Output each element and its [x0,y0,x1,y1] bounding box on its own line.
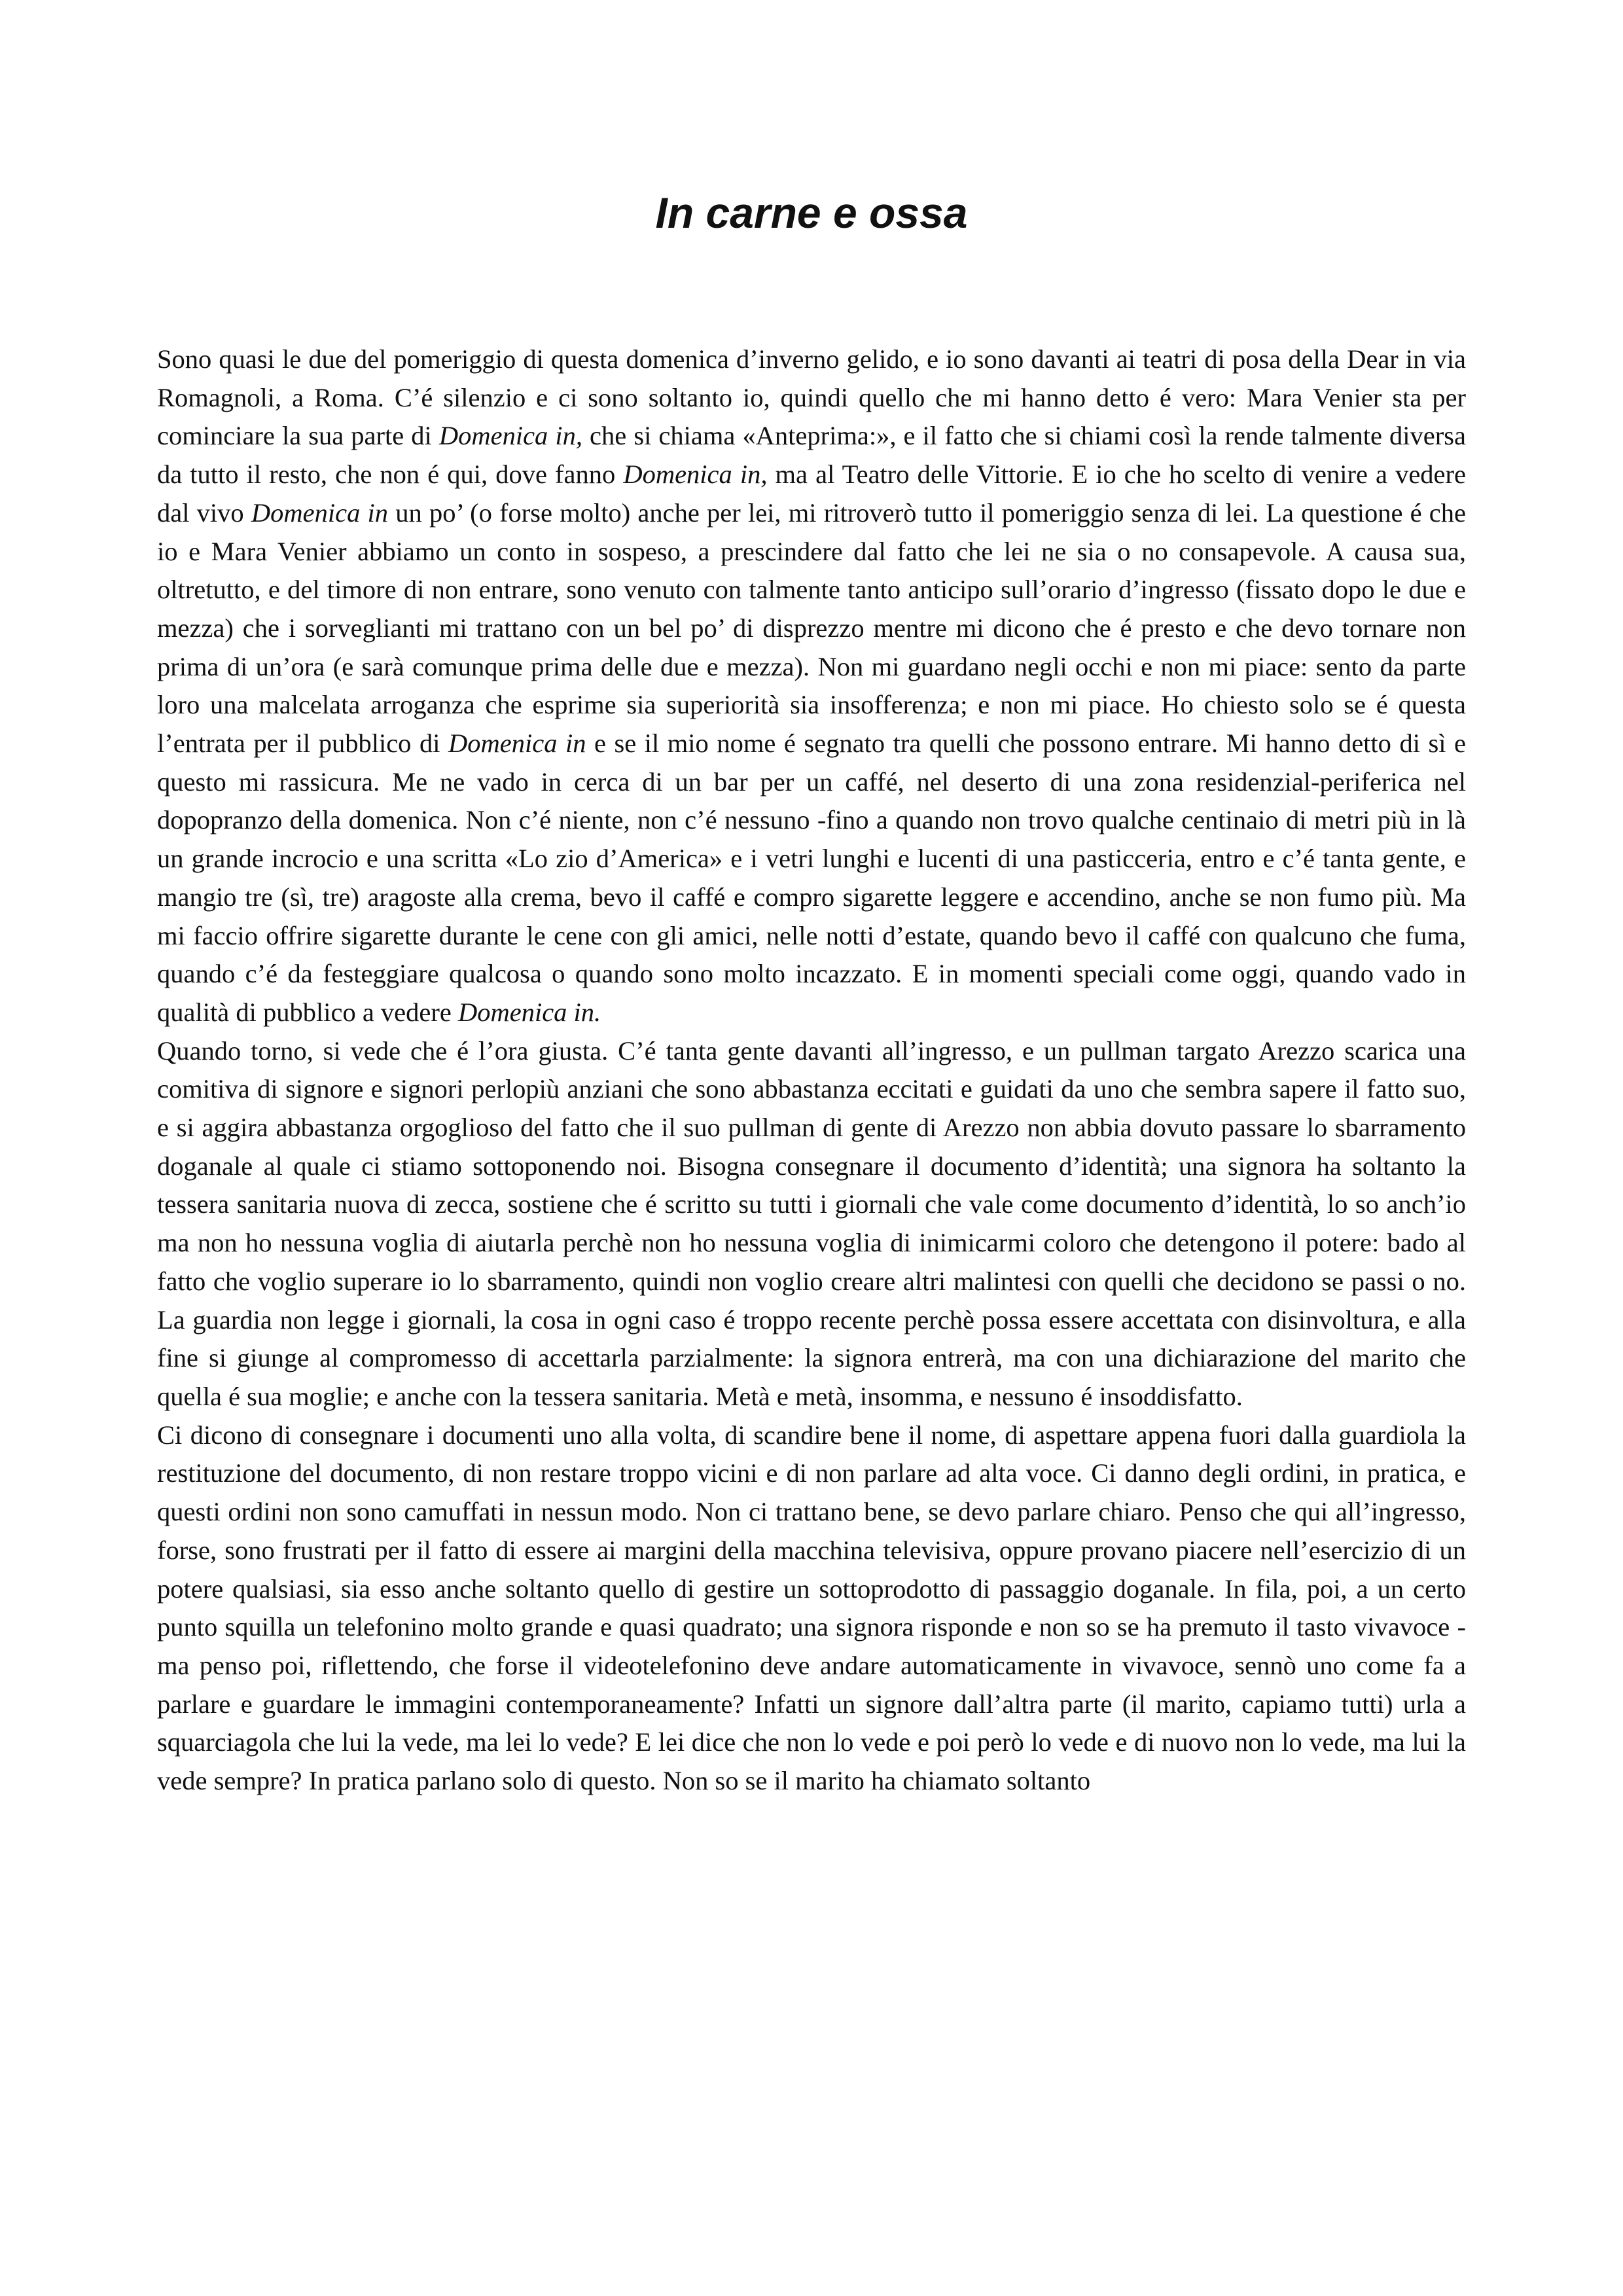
paragraph-3 [157,1416,1466,1801]
text-run: e se il mio nome é segnato tra quelli che possono entrare. Mi hanno detto di sì e questo mi rassicura. Me ne vado in cerca di un bar per un caffé, nel deserto di una zona residenzial-periferica nel dopopranzo della domenica. Non c’é niente, non c’é nessuno -fino a quando non trovo qualche centinaio di metri più in là un grande incrocio e una scritta «Lo zio d’America» e i vetri lunghi e lucenti di una pasticceria, entro e c’é tanta gente, e mangio tre (sì, tre) aragoste alla crema, bevo il caffé e compro sigarette leggere e accendino, anche se non fumo più. Ma mi faccio offrire sigarette durante le cene con gli amici, nelle notti d’estate, quando bevo il caffé con qualcuno che fuma, quando c’é da festeggiare qualcosa o quando sono molto incazzato. E in momenti speciali come oggi, quando vado in qualità di pubblico a vedere [157,728,1467,1027]
italic-text-run: Domenica in, [438,421,582,451]
text-run: un po’ (o forse molto) anche per lei, mi ritroverò tutto il pomeriggio senza di lei. La questione é che io e Mara Venier abbiamo un conto in sospeso, a prescindere dal fatto che lei ne sia o no consapevole. A causa sua, oltretutto, e del timore di non entrare, sono venuto con talmente tanto anticipo sull’orario d’ingresso (fissato dopo le due e mezza) che i sorveglianti mi trattano con un bel po’ di disprezzo mentre mi dicono che é presto e che devo tornare non prima di un’ora (e sarà comunque prima delle due e mezza). Non mi guardano negli occhi e non mi piace: sento da parte loro una malcelata arroganza che esprime sia superiorità sia insofferenza; e non mi piace. Ho chiesto solo se é questa l’entrata per il pubblico di [157,497,1467,759]
italic-text-run: Domenica in [251,497,389,528]
text-run: Sono quasi le due del pomeriggio di questa domenica d’inverno gelido, e io sono davanti ai teatri di posa della Dear in via Romagnoli, a Roma. C’é silenzio e ci sono soltanto io, quindi quello che mi hanno detto é vero: Mara Venier sta per cominciare la sua parte di [157,344,1466,451]
italic-text-run: Domenica in. [457,997,601,1027]
text-run: che si chiama «Anteprima:», e il fatto che si chiami così la rende talmente diversa da tutto il resto, che non é qui, dove fanno [157,421,1467,490]
italic-text-run: Domenica in, [623,459,768,490]
italic-text-run: Domenica in [448,728,586,759]
paragraph-1 [157,340,1466,1032]
paragraph-2 [157,1032,1466,1416]
page-title: In carne e ossa [655,188,968,237]
text-run: Ci dicono di consegnare i documenti uno alla volta, di scandire bene il nome, di aspettare appena fuori dalla guardiola la restituzione del documento, di non restare troppo vicini e di non parlare ad alta voce. Ci danno degli ordini, in pratica, e questi ordini non sono camuffati in nessun modo. Non ci trattano bene, se devo parlare chiaro. Penso che qui all’ingresso, forse, sono frustrati per il fatto di essere ai margini della macchina televisiva, oppure provano piacere nell’esercizio di un potere qualsiasi, sia esso anche soltanto quello di gestire un sottoprodotto di passaggio doganale. In fila, poi, a un certo punto squilla un telefonino molto grande e quasi quadrato; una signora risponde e non so se ha premuto il tasto vivavoce - ma penso poi, riflettendo, che forse il videotelefonino deve andare automaticamente in vivavoce, sennò uno come fa a parlare e guardare le immagini contemporaneamente? Infatti un signore dall’altra parte (il marito, capiamo tutti) urla a squarciagola che lui la vede, ma lei lo vede? E lei dice che non lo vede e poi però lo vede e di nuovo non lo vede, ma lui la vede sempre? In pratica parlano solo di questo. Non so se il marito ha chiamato soltanto [157,1420,1466,1796]
body-text [157,340,1466,1801]
text-run: ma al Teatro delle Vittorie. E io che ho scelto di venire a vedere dal vivo [157,459,1466,528]
text-run: Quando torno, si vede che é l’ora giusta. C’é tanta gente davanti all’ingresso, e un pullman targato Arezzo scarica una comitiva di signore e signori perlopiù anziani che sono abbastanza eccitati e guidati da uno che sembra sapere il fatto suo, e si aggira abbastanza orgoglioso del fatto che il suo pullman di gente di Arezzo non abbia dovuto passare lo sbarramento doganale al quale ci stiamo sottoponendo noi. Bisogna consegnare il documento d’identità; una signora ha soltanto la tessera sanitaria nuova di zecca, sostiene che é scritto su tutti i giornali che vale come documento d’identità, lo so anch’io ma non ho nessuna voglia di aiutarla perchè non ho nessuna voglia di inimicarmi coloro che detengono il potere: bado al fatto che voglio superare io lo sbarramento, quindi non voglio creare altri malintesi con quelli che decidono se passi o no. La guardia non legge i giornali, la cosa in ogni caso é troppo recente perchè possa essere accettata con disinvoltura, e alla fine si giunge al compromesso di accettarla parzialmente: la signora entrerà, ma con una dichiarazione del marito che quella é sua moglie; e anche con la tessera sanitaria. Metà e metà, insomma, e nessuno é insoddisfatto. [157,1035,1466,1411]
